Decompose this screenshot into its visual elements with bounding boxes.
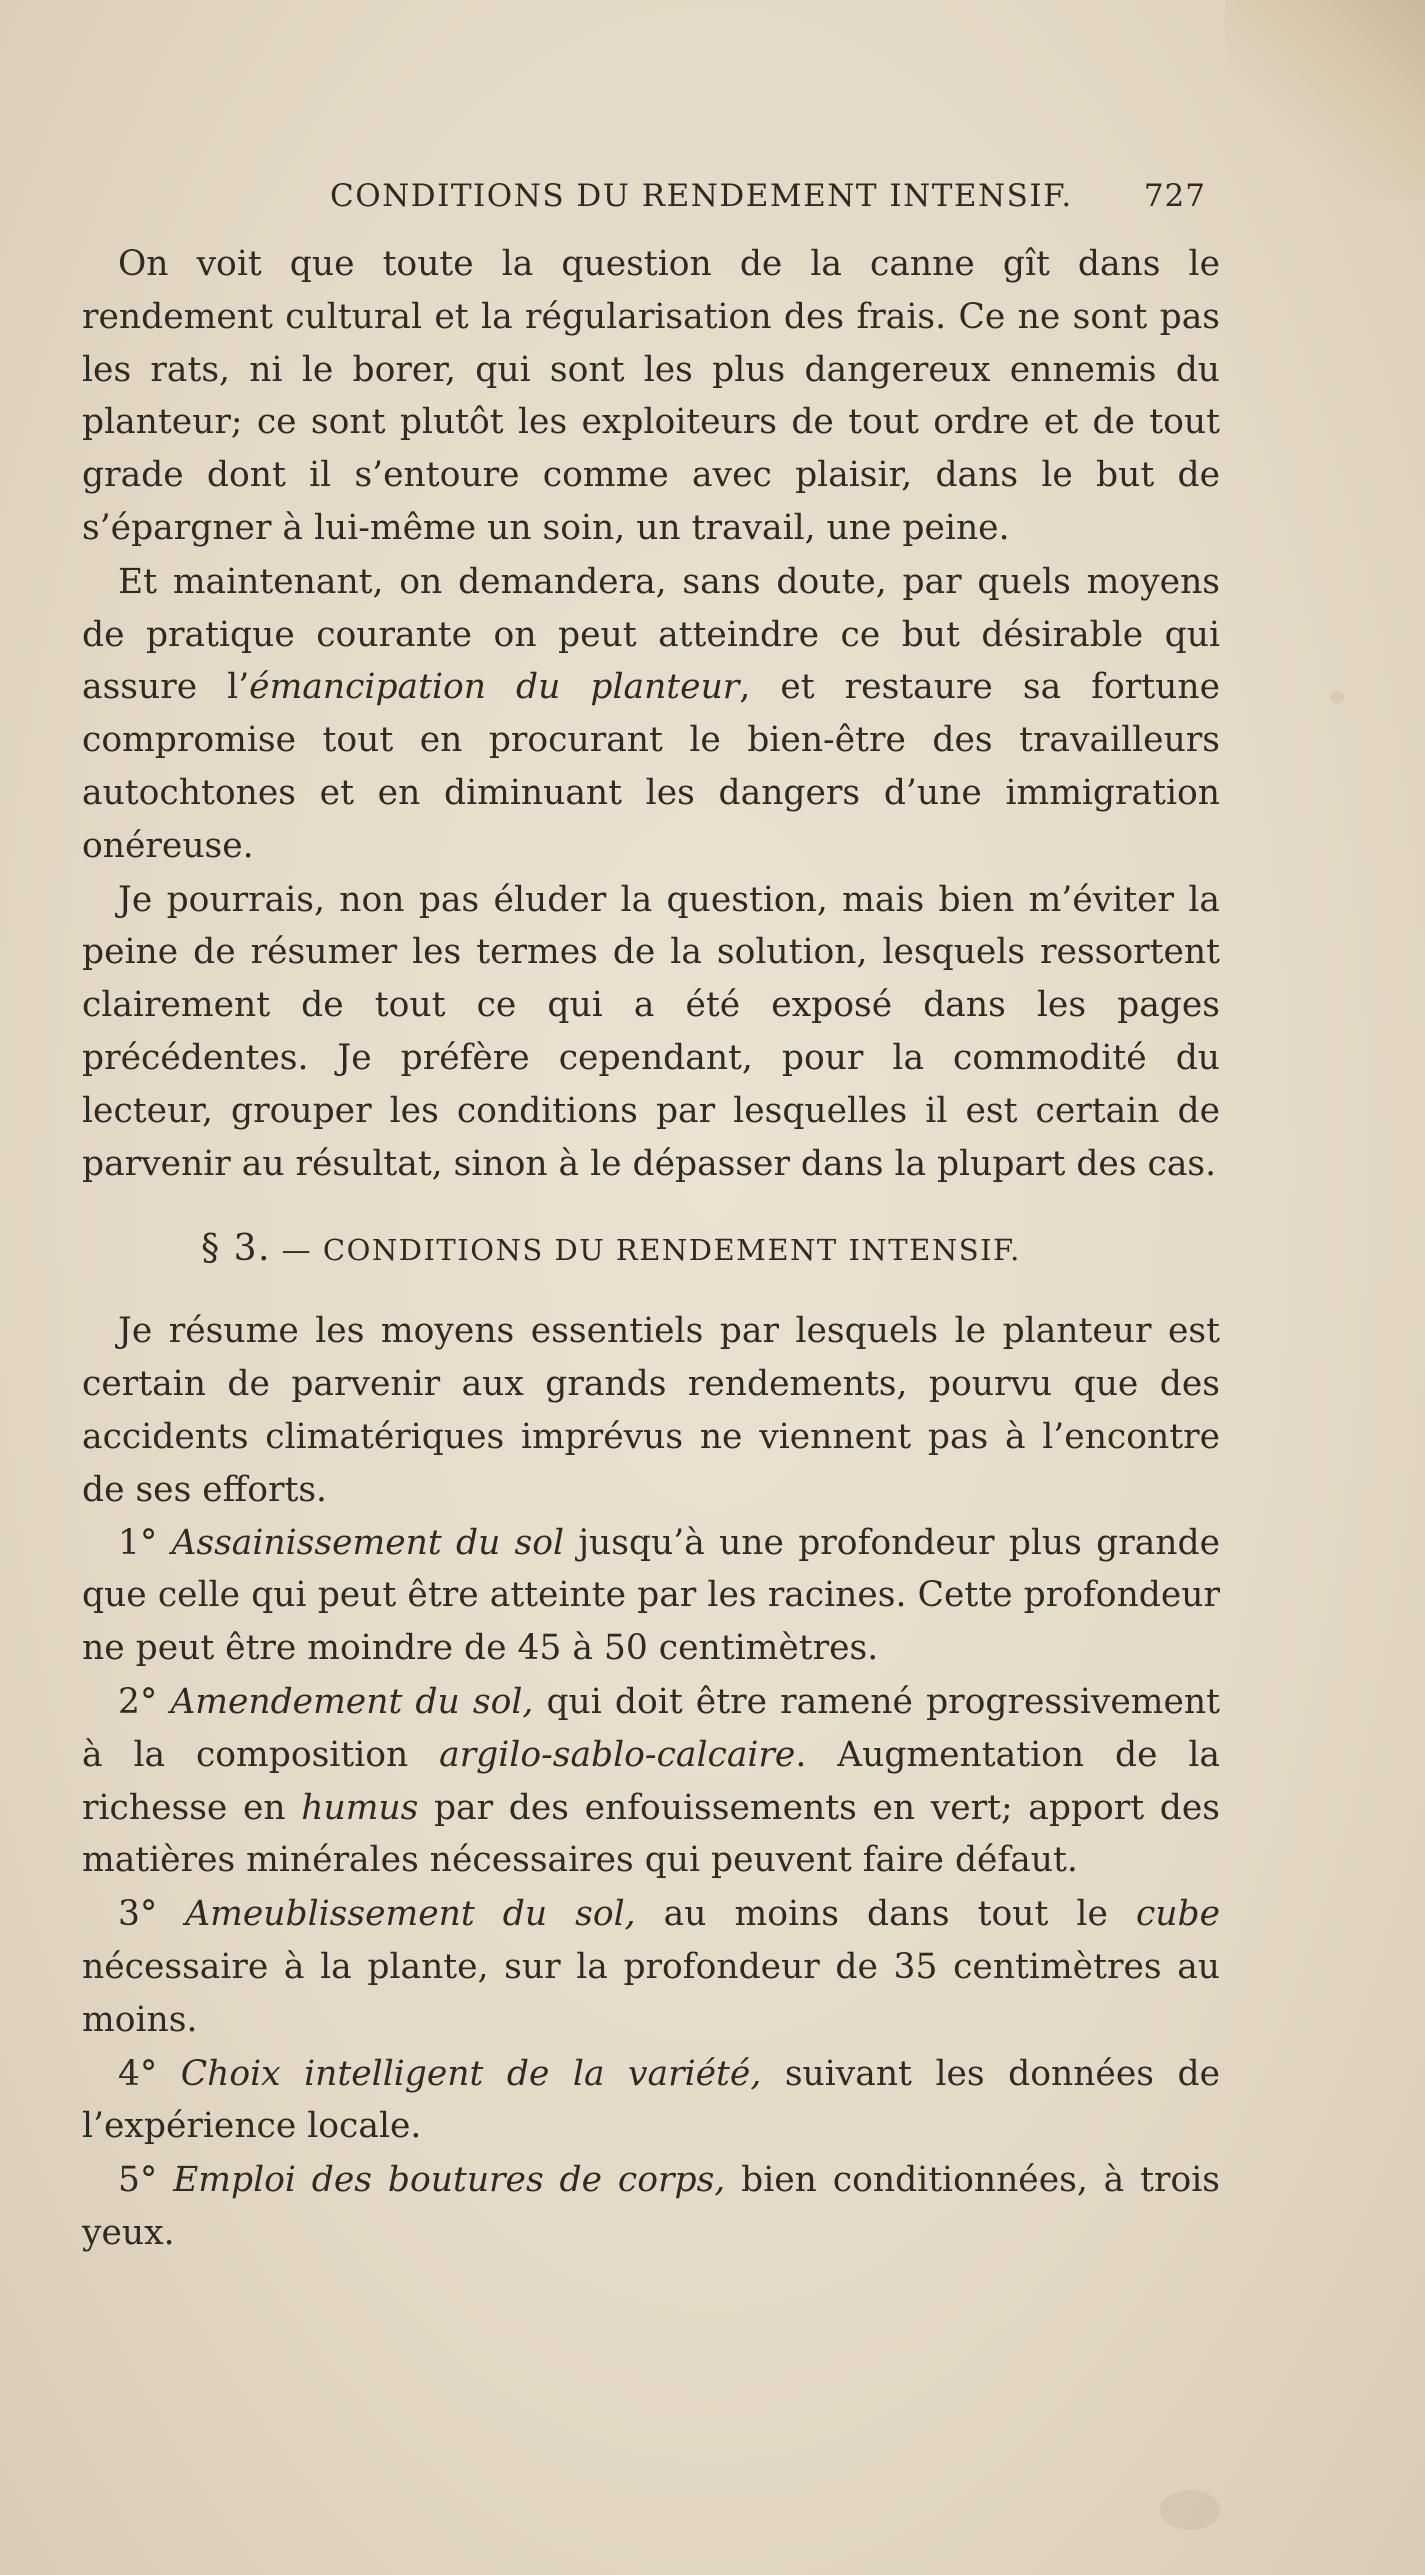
item-heading: Emploi des boutures de corps, xyxy=(173,2160,726,2201)
running-head-title: CONDITIONS DU RENDEMENT INTENSIF. xyxy=(330,178,1073,214)
item-number: 3° xyxy=(118,1894,158,1935)
item-body: qui doit être ramené progressivement à la composition xyxy=(82,1681,1220,1775)
list-item xyxy=(82,2154,1220,2260)
item-emphasis: cube xyxy=(1135,1894,1220,1935)
list-item xyxy=(82,1517,1220,1675)
paragraph-text: Et maintenant, on demandera, sans doute, par quels moyens de pratique courante on peut atteindre ce but désirable qui assure l’ xyxy=(82,561,1220,708)
intro-paragraph: Je résume les moyens essentiels par lesquels le planteur est certain de parvenir aux grands rendements, pourvu que des accidents climatériques imprévus ne viennent pas à l’encontre de ses efforts. xyxy=(82,1311,1220,1510)
section-symbol: § 3. xyxy=(201,1228,271,1270)
item-heading: Choix intelligent de la variété, xyxy=(180,2053,762,2094)
item-heading: Assainissement du sol xyxy=(171,1522,565,1563)
section-dash: — xyxy=(281,1233,313,1268)
paragraph: On voit que toute la question de la canne gît dans le rendement cultural et la régularisation des frais. Ce ne sont pas les rats, ni le borer, qui sont les plus dangereux ennemis du planteur; ce sont plutôt les exploiteurs de tout ordre et de tout grade dont il s’entoure comme avec plaisir, dans le but de s’épargner à lui-même un soin, un travail, une peine. xyxy=(82,244,1220,548)
item-emphasis: argilo-sablo-calcaire xyxy=(439,1734,796,1775)
item-heading: Amendement du sol, xyxy=(170,1681,534,1722)
list-item xyxy=(82,2048,1220,2154)
paragraph-text: , et restaure sa fortune compromise tout en procurant le bien-être des travailleurs autochtones et en diminuant les dangers d’une immigration onéreuse. xyxy=(82,667,1220,866)
item-body: . Augmentation de la richesse en xyxy=(82,1734,1220,1828)
page-corner-fold xyxy=(1225,0,1425,200)
section-heading xyxy=(82,1192,1220,1305)
paper-spot xyxy=(1160,2490,1220,2530)
paragraph: Je pourrais, non pas éluder la question, mais bien m’éviter la peine de résumer les termes de la solution, lesquels ressortent clairement de tout ce qui a été exposé dans les pages précédentes. Je préfère cependant, pour la commodité du lecteur, grouper les conditions par lesquelles il est certain de parvenir au résultat, sinon à le dépasser dans la plupart des cas. xyxy=(82,879,1220,1184)
running-head xyxy=(82,178,1220,238)
body-text xyxy=(82,238,1220,2260)
item-body: bien conditionnées, à trois yeux. xyxy=(82,2160,1220,2253)
item-emphasis: humus xyxy=(301,1787,419,1828)
item-body: au moins dans tout le xyxy=(635,1894,1136,1935)
item-body: jusqu’à une profondeur plus grande que celle qui peut être atteinte par les racines. Cette profondeur ne peut être moindre de 45 à 50 centimètres. xyxy=(82,1522,1220,1669)
item-body: suivant les données de l’expérience locale. xyxy=(82,2053,1220,2147)
conditions-list xyxy=(82,1517,1220,2260)
text-column xyxy=(82,178,1220,2260)
item-number: 1° xyxy=(118,1522,158,1563)
paper-spot xyxy=(1330,690,1344,704)
paragraph-emphasis: émancipation du planteur xyxy=(249,667,740,708)
item-body: par des enfouissements en vert; apport des matières minérales nécessaires qui peuvent faire défaut. xyxy=(82,1787,1220,1881)
list-item xyxy=(82,1888,1220,2046)
list-item xyxy=(82,1676,1220,1887)
page-number: 727 xyxy=(1143,178,1206,214)
item-body: nécessaire à la plante, sur la profondeur de 35 centimètres au moins. xyxy=(82,1946,1220,2040)
item-number: 5° xyxy=(118,2160,158,2201)
section-title: CONDITIONS DU RENDEMENT INTENSIF. xyxy=(322,1233,1021,1268)
item-number: 4° xyxy=(118,2053,158,2094)
item-heading: Ameublissement du sol, xyxy=(185,1894,636,1935)
item-number: 2° xyxy=(118,1681,158,1722)
paragraph xyxy=(82,556,1220,873)
